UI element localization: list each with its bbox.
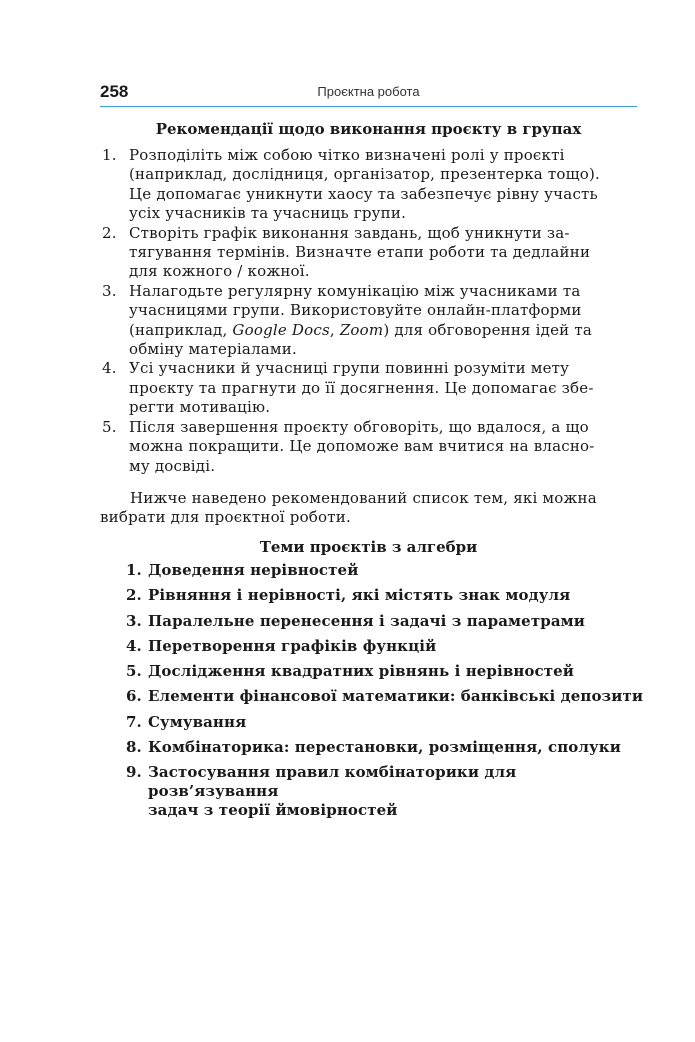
text-line: Елементи фінансової математики: банківські депозити	[148, 687, 644, 706]
text-line: Застосування правил комбінаторики для розв’язування	[148, 763, 517, 801]
recommendation-number: 3.	[102, 281, 117, 300]
topic-item	[126, 561, 646, 580]
topic-text	[148, 637, 646, 656]
running-title: Проєктна робота	[317, 84, 420, 99]
header-rule	[100, 106, 637, 107]
topic-item	[126, 738, 646, 757]
topic-text	[148, 612, 646, 631]
text-line: Комбінаторика: перестановки, розміщення, сполуки	[148, 738, 621, 757]
recommendation-number: 2.	[102, 223, 117, 242]
topic-item	[126, 713, 646, 732]
recommendation-item	[100, 418, 637, 476]
topic-text	[148, 687, 646, 706]
section-title: Рекомендації щодо виконання проєкту в групах	[155, 120, 582, 138]
topic-text	[148, 662, 646, 681]
topic-number: 7.	[126, 712, 142, 731]
topic-item	[126, 662, 646, 681]
text-line: можна покращити. Це допоможе вам вчитися на власно-	[129, 437, 595, 456]
text-line: учасницями групи. Використовуйте онлайн-платформи	[129, 301, 582, 320]
recommendation-item	[100, 359, 637, 417]
recommendation-text	[129, 224, 637, 282]
topic-number: 4.	[126, 636, 142, 655]
topic-text	[148, 713, 646, 732]
topic-number: 1.	[126, 561, 142, 579]
text-line: проєкту та прагнути до її досягнення. Це допомагає збе-	[129, 378, 594, 397]
recommendation-number: 4.	[102, 359, 117, 378]
intro-paragraph	[100, 489, 637, 528]
topic-item	[126, 763, 646, 820]
page-header	[100, 82, 637, 106]
text-line: Розподіліть між собою чітко визначені ролі у проєкті	[129, 146, 565, 164]
text-line: для кожного / кожної.	[129, 262, 310, 281]
topic-number: 2.	[126, 586, 142, 605]
topic-number: 8.	[126, 738, 142, 757]
topic-item	[126, 687, 646, 706]
recommendation-text	[129, 282, 637, 360]
topic-text	[148, 586, 646, 605]
text-line: тягування термінів. Визначте етапи роботи та дедлайни	[129, 243, 591, 262]
text-line: Рівняння і нерівності, які містять знак модуля	[148, 586, 571, 605]
recommendation-item	[100, 282, 637, 360]
text-line: Створіть графік виконання завдань, щоб уникнути за-	[129, 223, 570, 242]
text-line: задач з теорії ймовірностей	[148, 801, 398, 820]
italic-term: Google Docs	[232, 320, 330, 339]
text-line: Усі учасники й учасниці групи повинні розуміти мету	[129, 359, 570, 378]
text-line	[129, 321, 637, 340]
recommendation-item	[100, 224, 637, 282]
text-fragment: ,	[329, 320, 340, 339]
topic-number: 5.	[126, 662, 142, 681]
text-line: усіх учасників та учасниць групи.	[129, 204, 407, 223]
topics-list	[126, 561, 646, 827]
recommendation-text	[129, 359, 637, 417]
recommendations-list	[100, 146, 637, 476]
text-line: вибрати для проєктної роботи.	[100, 508, 351, 527]
text-line: обміну матеріалами.	[129, 340, 297, 359]
recommendation-item	[100, 146, 637, 224]
topics-title: Теми проєктів з алгебри	[259, 538, 478, 556]
topic-text	[148, 561, 646, 580]
text-line: регти мотивацію.	[129, 398, 271, 417]
text-fragment: ) для обговорення ідей та	[383, 320, 592, 339]
topic-item	[126, 586, 646, 605]
text-line: Перетворення графіків функцій	[148, 636, 437, 655]
topic-number: 3.	[126, 611, 142, 630]
text-line: Налагодьте регулярну комунікацію між учасниками та	[129, 281, 581, 300]
text-line: му досвіді.	[129, 456, 216, 475]
recommendation-text	[129, 418, 637, 476]
text-line: Сумування	[148, 712, 247, 731]
topic-number: 6.	[126, 687, 142, 706]
text-line: Нижче наведено рекомендований список тем, які можна	[130, 489, 597, 507]
text-fragment: (наприклад,	[129, 320, 233, 339]
text-line: Паралельне перенесення і задачі з параметрами	[148, 611, 585, 630]
text-line: Доведення нерівностей	[148, 561, 359, 579]
topic-number: 9.	[126, 763, 142, 782]
text-line: Дослідження квадратних рівнянь і нерівностей	[148, 662, 575, 681]
topic-item	[126, 637, 646, 656]
recommendation-text	[129, 146, 637, 224]
topic-text	[148, 763, 646, 820]
text-line: (наприклад, дослідниця, організатор, презентерка тощо).	[129, 165, 601, 184]
text-line: Це допомагає уникнути хаосу та забезпечує рівну участь	[129, 184, 598, 203]
topic-text	[148, 738, 646, 757]
italic-term: Zoom	[339, 320, 384, 339]
recommendation-number: 1.	[102, 146, 117, 164]
topic-item	[126, 612, 646, 631]
text-line: Після завершення проєкту обговоріть, що вдалося, а що	[129, 417, 589, 436]
recommendation-number: 5.	[102, 417, 117, 436]
page-number: 258	[100, 82, 129, 101]
